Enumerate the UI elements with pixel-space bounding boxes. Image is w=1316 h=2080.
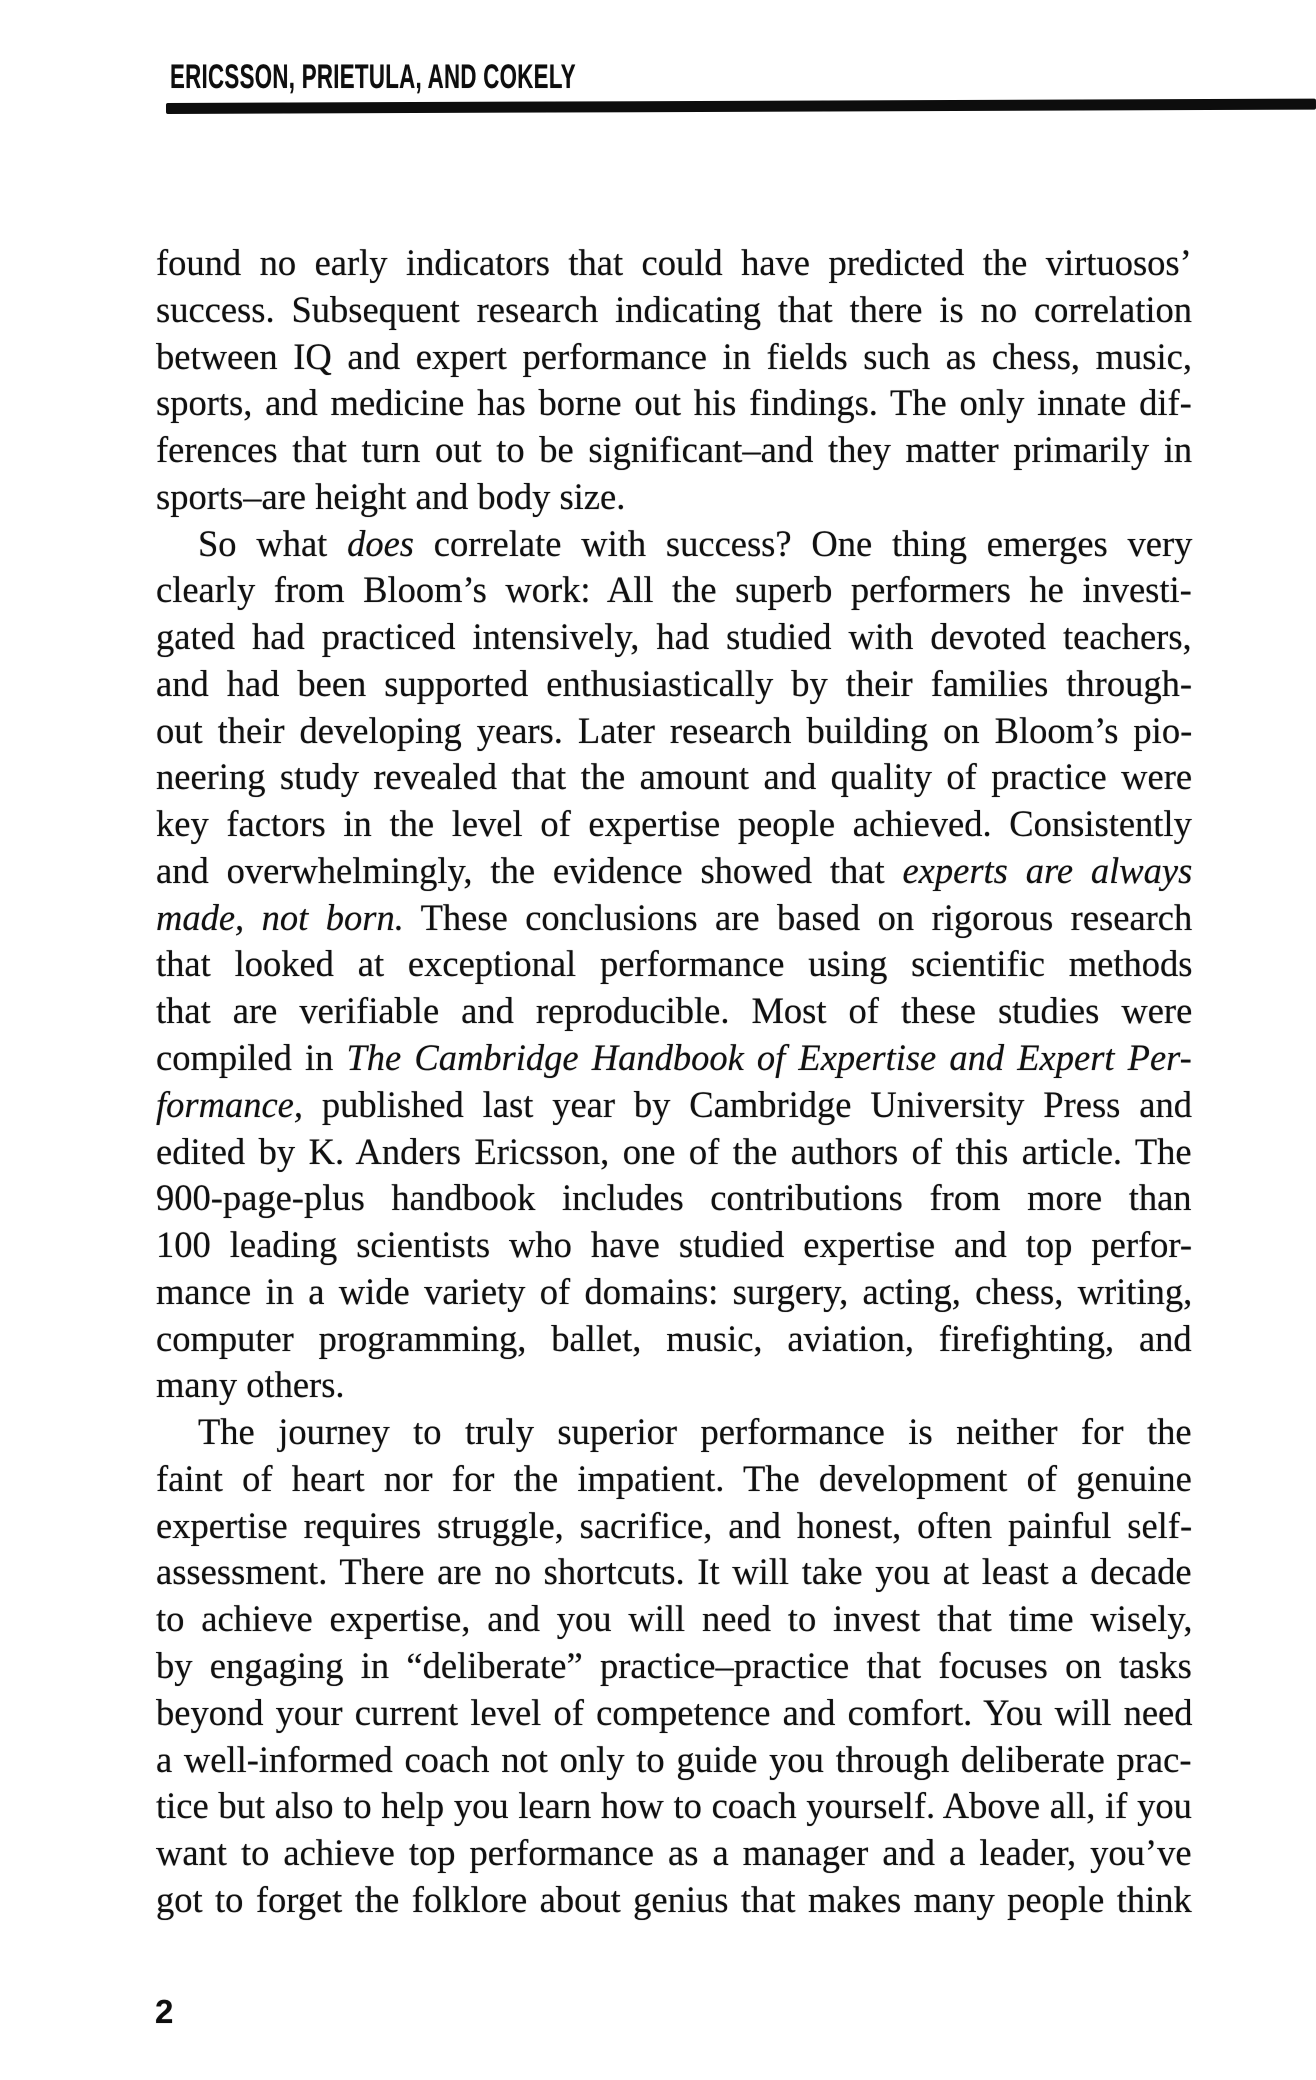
text-line: to achieve expertise, and you will need to invest that time wisely, (156, 1598, 1193, 1640)
text-line: 900-page-plus handbook includes contributions from more than (156, 1177, 1192, 1219)
text-line: 100 leading scientists who have studied expertise and top perfor- (156, 1224, 1193, 1266)
body-text (156, 240, 1192, 1924)
text-line: sports–are height and body size. (156, 475, 626, 517)
text-line: computer programming, ballet, music, aviation, firefighting, and (156, 1317, 1192, 1359)
text-line: clearly from Bloom’s work: All the superb performers he investi- (156, 569, 1192, 611)
running-header-authors: ERICSSON, PRIETULA, AND COKELY (170, 58, 576, 96)
text-line: that looked at exceptional performance using scientific methods (156, 943, 1193, 985)
text-line: compiled in The Cambridge Handbook of Expertise and Expert Per- (156, 1037, 1192, 1079)
text-line: want to achieve top performance as a manager and a leader, you’ve (156, 1832, 1192, 1874)
text-line: by engaging in “deliberate” practice–practice that focuses on tasks (156, 1644, 1192, 1686)
text-line: tice but also to help you learn how to coach yourself. Above all, if you (156, 1785, 1192, 1827)
text-line: many others. (156, 1364, 345, 1406)
text-line: So what does correlate with success? One thing emerges very (198, 522, 1193, 564)
text-line: out their developing years. Later research building on Bloom’s pio- (156, 709, 1193, 751)
text-line: The journey to truly superior performance is neither for the (198, 1411, 1192, 1453)
text-line: beyond your current level of competence and comfort. You will need (156, 1691, 1193, 1733)
text-line: a well-informed coach not only to guide you through deliberate prac- (156, 1738, 1192, 1780)
text-line: between IQ and expert performance in fields such as chess, music, (156, 335, 1192, 377)
text-line: neering study revealed that the amount and quality of practice were (156, 756, 1193, 798)
text-line: that are verifiable and reproducible. Most of these studies were (156, 990, 1193, 1032)
text-line: success. Subsequent research indicating that there is no correlation (156, 288, 1193, 330)
text-line: key factors in the level of expertise people achieved. Consistently (156, 803, 1192, 845)
text-line: got to forget the folklore about genius that makes many people think (156, 1878, 1192, 1920)
text-line: mance in a wide variety of domains: surgery, acting, chess, writing, (156, 1270, 1193, 1312)
text-line: and overwhelmingly, the evidence showed that experts are always (156, 849, 1193, 891)
text-line: edited by K. Anders Ericsson, one of the authors of this article. The (156, 1130, 1192, 1172)
header-rule (166, 99, 1316, 114)
text-line: formance, published last year by Cambridge University Press and (156, 1083, 1192, 1125)
text-line: sports, and medicine has borne out his findings. The only innate dif- (156, 382, 1192, 424)
text-line: ferences that turn out to be significant–and they matter primarily in (156, 429, 1193, 471)
text-line: assessment. There are no shortcuts. It will take you at least a decade (156, 1551, 1192, 1593)
text-line: expertise requires struggle, sacrifice, and honest, often painful self- (156, 1504, 1193, 1546)
text-line: made, not born. These conclusions are based on rigorous research (156, 896, 1193, 938)
running-header (170, 58, 791, 97)
text-line: gated had practiced intensively, had studied with devoted teachers, (156, 616, 1192, 658)
text-line: faint of heart nor for the impatient. The development of genuine (156, 1457, 1192, 1499)
text-line: and had been supported enthusiastically by their families through- (156, 662, 1192, 704)
page-number: 2 (155, 1993, 174, 2030)
text-line: found no early indicators that could have predicted the virtuosos’ (156, 242, 1192, 283)
